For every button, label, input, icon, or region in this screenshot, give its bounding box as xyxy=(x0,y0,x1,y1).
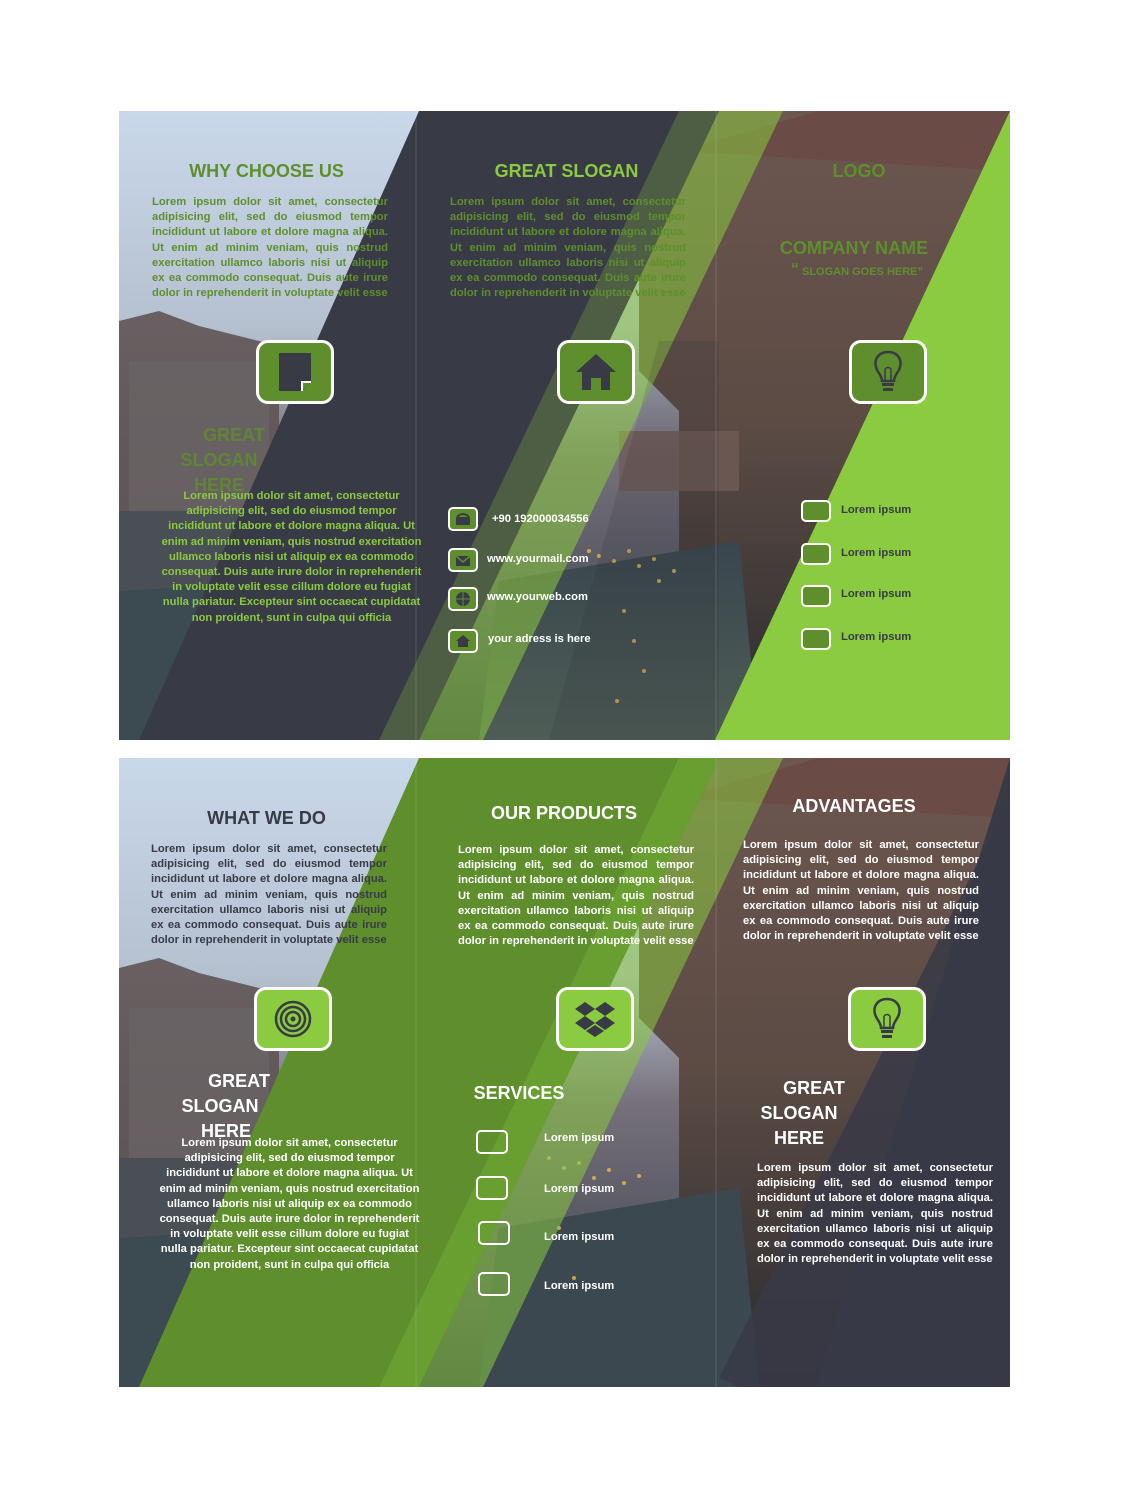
slogan-line-3: HERE xyxy=(193,475,244,495)
advantages-text: Lorem ipsum dolor sit amet, consectetur adipisicing elit, sed do eiusmod tempor incididunt ut labore et dolore magna aliqua. Ut enim ad minim veniam, quis nostrud exercitation ullamco laboris nisi ut aliquip ex ea commodo consequat. Duis aute irure dolor in reprehenderit in voluptate velit esse xyxy=(743,839,979,943)
slogan-line-1: GREAT xyxy=(208,1071,270,1091)
logo-placeholder: LOGO xyxy=(832,161,886,181)
our-products-heading: OUR PRODUCTS xyxy=(490,803,637,823)
slogan-line-3: HERE xyxy=(773,1128,824,1148)
contact-icon-0 xyxy=(448,507,478,531)
list-bullet-box xyxy=(801,500,831,522)
advantages-heading: ADVANTAGES xyxy=(792,796,916,816)
panel1-body-text: Lorem ipsum dolor sit amet, consectetur adipisicing elit, sed do eiusmod tempor incididunt ut labore et dolore magna aliqua. Ut enim ad minim veniam, quis nostrud exercitation ullamco laboris nisi ut aliquip ex ea commodo consequat. Duis aute irure dolor in reprehenderit in voluptate velit esse cillum dolore eu fugiat nulla pariatur. Excepteur sint occaecat cupidatat non proident, sunt in culpa qui officia xyxy=(161,490,422,624)
contact-web-text: www.yourweb.com xyxy=(487,591,588,603)
services-heading: SERVICES xyxy=(473,1083,565,1103)
list-bullet-box xyxy=(801,585,831,607)
slogan-line-2: SLOGAN xyxy=(760,1103,838,1123)
list-item-3: Lorem ipsum xyxy=(841,588,912,600)
slogan-line-1: GREAT xyxy=(203,425,265,445)
service-bullet-box xyxy=(478,1272,510,1296)
phone-icon xyxy=(455,512,471,526)
dropbox-tile xyxy=(556,987,634,1051)
list-bullet-box xyxy=(801,628,831,650)
service-item-1: Lorem ipsum xyxy=(544,1132,615,1144)
lightbulb-tile xyxy=(849,340,927,404)
document-tile xyxy=(256,340,334,404)
service-bullet-box xyxy=(478,1221,510,1245)
target-icon xyxy=(274,1000,312,1038)
home-icon xyxy=(574,352,618,392)
great-slogan-text: Lorem ipsum dolor sit amet, consectetur adipisicing elit, sed do eiusmod tempor incididunt ut labore et dolore magna aliqua. Ut enim ad minim veniam, quis nostrud exercitation ullamco laboris nisi ut aliquip ex ea commodo consequat. Duis aute irure dolor in reprehenderit in voluptate velit esse xyxy=(450,196,686,300)
slogan-line-1: GREAT xyxy=(783,1078,845,1098)
lightbulb-tile xyxy=(848,987,926,1051)
service-bullet-box xyxy=(476,1130,508,1154)
home-small-icon xyxy=(455,634,471,648)
lightbulb-icon xyxy=(871,350,905,394)
service-item-2: Lorem ipsum xyxy=(544,1183,615,1195)
contact-icon-2 xyxy=(448,587,478,611)
service-item-3: Lorem ipsum xyxy=(544,1231,615,1243)
panel1-body-text: Lorem ipsum dolor sit amet, consectetur adipisicing elit, sed do eiusmod tempor incididunt ut labore et dolore magna aliqua. Ut enim ad minim veniam, quis nostrud exercitation ullamco laboris nisi ut aliquip ex ea commodo consequat. Duis aute irure dolor in reprehenderit in voluptate velit esse cillum dolore eu fugiat nulla pariatur. Excepteur sint occaecat cupidatat non proident, sunt in culpa qui officia xyxy=(159,1137,420,1271)
contact-address-text: your adress is here xyxy=(488,633,591,645)
brochure-outside-sheet xyxy=(119,111,1010,740)
great-slogan-label xyxy=(169,423,269,498)
list-item-2: Lorem ipsum xyxy=(841,547,912,559)
mail-icon xyxy=(455,553,471,567)
service-item-4: Lorem ipsum xyxy=(544,1280,615,1292)
home-tile xyxy=(557,340,635,404)
brochure-inside-sheet xyxy=(119,758,1010,1387)
contact-phone-text: +90 192000034556 xyxy=(492,513,589,525)
what-we-do-text: Lorem ipsum dolor sit amet, consectetur adipisicing elit, sed do eiusmod tempor incididunt ut labore et dolore magna aliqua. Ut enim ad minim veniam, quis nostrud exercitation ullamco laboris nisi ut aliquip ex ea commodo consequat. Duis aute irure dolor in reprehenderit in voluptate velit esse xyxy=(151,843,387,947)
why-choose-us-text: Lorem ipsum dolor sit amet, consectetur adipisicing elit, sed do eiusmod tempor incididunt ut labore et dolore magna aliqua. Ut enim ad minim veniam, quis nostrud exercitation ullamco laboris nisi ut aliquip ex ea commodo consequat. Duis aute irure dolor in reprehenderit in voluptate velit esse xyxy=(152,196,388,300)
contact-icon-3 xyxy=(448,629,478,653)
great-slogan-label xyxy=(169,1069,289,1144)
great-slogan-label-right xyxy=(749,1076,849,1151)
why-choose-us-heading: WHY CHOOSE US xyxy=(189,161,344,181)
slogan-line-2: SLOGAN xyxy=(180,450,258,470)
document-icon xyxy=(278,352,312,392)
slogan-line-3: HERE xyxy=(200,1121,251,1141)
service-bullet-box xyxy=(476,1176,508,1200)
dropbox-icon xyxy=(575,1000,615,1038)
contact-mail-text: www.yourmail.com xyxy=(487,553,589,565)
contact-icon-1 xyxy=(448,548,478,572)
panel3-body-text: Lorem ipsum dolor sit amet, consectetur adipisicing elit, sed do eiusmod tempor incididunt ut labore et dolore magna aliqua. Ut enim ad minim veniam, quis nostrud exercitation ullamco laboris nisi ut aliquip ex ea commodo consequat. Duis aute irure dolor in reprehenderit in voluptate velit esse xyxy=(757,1162,993,1266)
great-slogan-heading: GREAT SLOGAN xyxy=(494,161,639,181)
slogan-quote-mark: “ xyxy=(791,261,799,278)
globe-icon xyxy=(455,591,471,607)
list-item-4: Lorem ipsum xyxy=(841,631,912,643)
target-tile xyxy=(254,987,332,1051)
what-we-do-heading: WHAT WE DO xyxy=(207,808,326,828)
lightbulb-icon xyxy=(870,997,904,1041)
company-name: COMPANY NAME xyxy=(779,238,929,258)
slogan-line-2: SLOGAN xyxy=(181,1096,259,1116)
list-bullet-box xyxy=(801,543,831,565)
our-products-text: Lorem ipsum dolor sit amet, consectetur adipisicing elit, sed do eiusmod tempor incididunt ut labore et dolore magna aliqua. Ut enim ad minim veniam, quis nostrud exercitation ullamco laboris nisi ut aliquip ex ea commodo consequat. Duis aute irure dolor in reprehenderit in voluptate velit esse xyxy=(458,844,694,948)
slogan-goes-here: SLOGAN GOES HERE” xyxy=(802,266,924,278)
list-item-1: Lorem ipsum xyxy=(841,504,912,516)
